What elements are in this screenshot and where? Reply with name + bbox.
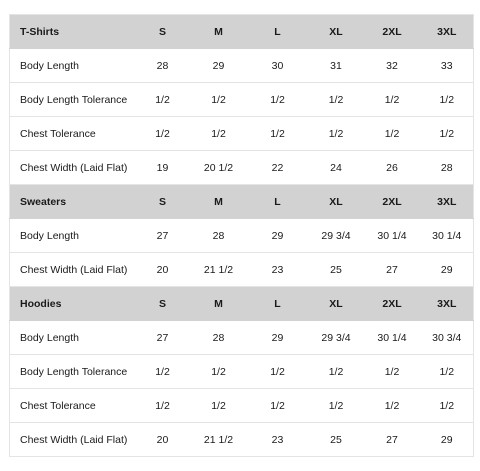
measurement-label: Body Length — [10, 219, 135, 253]
size-column-header: XL — [309, 15, 364, 49]
measurement-value: 1/2 — [191, 117, 247, 151]
measurement-value: 1/2 — [309, 117, 364, 151]
measurement-value: 30 1/4 — [364, 219, 421, 253]
measurement-value: 20 — [135, 423, 191, 457]
measurement-value: 26 — [364, 151, 421, 185]
measurement-value: 23 — [247, 423, 309, 457]
table-row — [10, 355, 474, 389]
measurement-value: 29 3/4 — [309, 219, 364, 253]
table-row — [10, 389, 474, 423]
measurement-value: 1/2 — [247, 83, 309, 117]
measurement-value: 1/2 — [247, 355, 309, 389]
measurement-value: 31 — [309, 49, 364, 83]
size-column-header: 3XL — [421, 287, 474, 321]
measurement-value: 29 — [421, 423, 474, 457]
measurement-value: 1/2 — [247, 389, 309, 423]
measurement-value: 20 — [135, 253, 191, 287]
measurement-value: 27 — [364, 423, 421, 457]
size-column-header: 2XL — [364, 15, 421, 49]
measurement-value: 1/2 — [309, 355, 364, 389]
size-column-header: S — [135, 287, 191, 321]
measurement-value: 30 1/4 — [364, 321, 421, 355]
measurement-value: 28 — [135, 49, 191, 83]
size-chart-body — [10, 15, 474, 457]
measurement-value: 30 1/4 — [421, 219, 474, 253]
measurement-value: 21 1/2 — [191, 253, 247, 287]
section-title: Sweaters — [10, 185, 135, 219]
table-row — [10, 423, 474, 457]
measurement-value: 1/2 — [421, 389, 474, 423]
measurement-value: 30 — [247, 49, 309, 83]
measurement-value: 25 — [309, 253, 364, 287]
measurement-label: Chest Tolerance — [10, 117, 135, 151]
table-row — [10, 49, 474, 83]
size-column-header: M — [191, 287, 247, 321]
measurement-value: 28 — [421, 151, 474, 185]
measurement-value: 29 — [191, 49, 247, 83]
size-column-header: L — [247, 185, 309, 219]
measurement-value: 1/2 — [421, 355, 474, 389]
measurement-value: 23 — [247, 253, 309, 287]
measurement-value: 29 3/4 — [309, 321, 364, 355]
measurement-value: 1/2 — [135, 389, 191, 423]
measurement-value: 20 1/2 — [191, 151, 247, 185]
table-row — [10, 151, 474, 185]
size-chart-table — [9, 14, 474, 457]
measurement-value: 33 — [421, 49, 474, 83]
size-column-header: L — [247, 287, 309, 321]
measurement-value: 1/2 — [309, 389, 364, 423]
size-column-header: S — [135, 185, 191, 219]
size-column-header: M — [191, 15, 247, 49]
measurement-label: Chest Width (Laid Flat) — [10, 423, 135, 457]
measurement-value: 1/2 — [364, 355, 421, 389]
measurement-value: 1/2 — [421, 117, 474, 151]
measurement-value: 21 1/2 — [191, 423, 247, 457]
measurement-value: 29 — [421, 253, 474, 287]
table-row — [10, 83, 474, 117]
size-column-header: 3XL — [421, 185, 474, 219]
measurement-value: 1/2 — [135, 355, 191, 389]
measurement-label: Chest Width (Laid Flat) — [10, 253, 135, 287]
measurement-value: 1/2 — [135, 83, 191, 117]
measurement-label: Body Length Tolerance — [10, 355, 135, 389]
measurement-label: Body Length — [10, 321, 135, 355]
size-column-header: 3XL — [421, 15, 474, 49]
measurement-value: 32 — [364, 49, 421, 83]
section-title: T-Shirts — [10, 15, 135, 49]
measurement-value: 1/2 — [191, 83, 247, 117]
measurement-value: 28 — [191, 321, 247, 355]
measurement-value: 27 — [135, 321, 191, 355]
measurement-label: Body Length — [10, 49, 135, 83]
measurement-value: 1/2 — [247, 117, 309, 151]
size-column-header: 2XL — [364, 185, 421, 219]
measurement-value: 29 — [247, 219, 309, 253]
measurement-value: 1/2 — [135, 117, 191, 151]
table-row — [10, 117, 474, 151]
size-column-header: L — [247, 15, 309, 49]
measurement-value: 24 — [309, 151, 364, 185]
size-column-header: XL — [309, 287, 364, 321]
measurement-value: 19 — [135, 151, 191, 185]
table-row — [10, 321, 474, 355]
section-header-t-shirts — [10, 15, 474, 49]
measurement-value: 29 — [247, 321, 309, 355]
section-header-sweaters — [10, 185, 474, 219]
measurement-value: 25 — [309, 423, 364, 457]
section-title: Hoodies — [10, 287, 135, 321]
measurement-value: 27 — [364, 253, 421, 287]
section-header-hoodies — [10, 287, 474, 321]
table-row — [10, 253, 474, 287]
measurement-value: 1/2 — [421, 83, 474, 117]
measurement-value: 27 — [135, 219, 191, 253]
measurement-value: 22 — [247, 151, 309, 185]
size-column-header: 2XL — [364, 287, 421, 321]
size-column-header: S — [135, 15, 191, 49]
measurement-label: Chest Width (Laid Flat) — [10, 151, 135, 185]
size-column-header: M — [191, 185, 247, 219]
measurement-value: 1/2 — [364, 389, 421, 423]
measurement-value: 28 — [191, 219, 247, 253]
size-column-header: XL — [309, 185, 364, 219]
measurement-value: 1/2 — [191, 355, 247, 389]
measurement-label: Chest Tolerance — [10, 389, 135, 423]
measurement-value: 1/2 — [364, 83, 421, 117]
measurement-value: 30 3/4 — [421, 321, 474, 355]
measurement-value: 1/2 — [309, 83, 364, 117]
measurement-value: 1/2 — [364, 117, 421, 151]
measurement-value: 1/2 — [191, 389, 247, 423]
table-row — [10, 219, 474, 253]
measurement-label: Body Length Tolerance — [10, 83, 135, 117]
